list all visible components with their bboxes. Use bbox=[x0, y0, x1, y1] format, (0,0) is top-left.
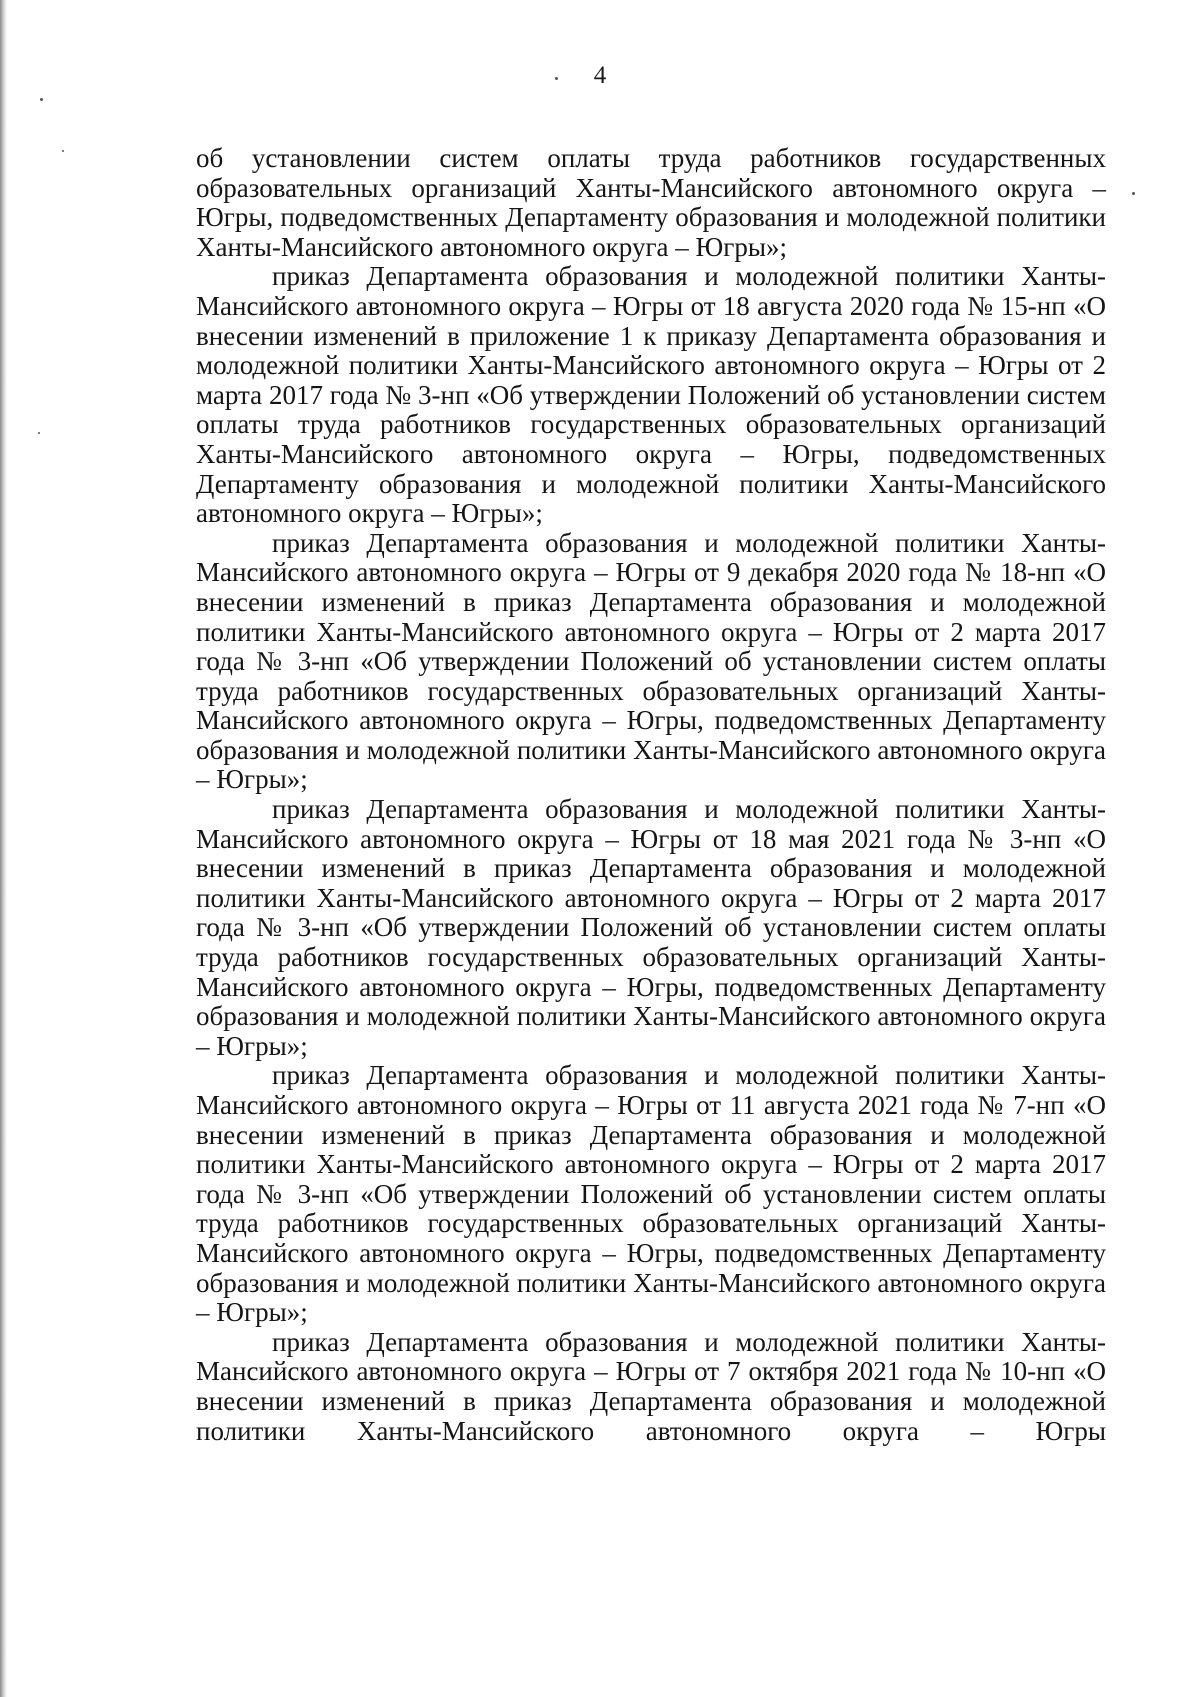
paragraph-order-2021-10-07: приказ Департамента образования и молодежной политики Ханты-Мансийского автономного округа – Югры от 7 октября 2021 года № 10-нп «О внесении изменений в приказ Департамента образования и молодежной политики Ханты-Мансийского автономного округа – Югры bbox=[196, 1326, 1106, 1446]
paragraph-order-2020-12-09: приказ Департамента образования и молодежной политики Ханты-Мансийского автономного округа – Югры от 9 декабря 2020 года № 18-нп «О внесении изменений в приказ Департамента образования и молодежной политики Ханты-Мансийского автономного округа – Югры от 2 марта 2017 года № 3-нп «Об утверждении Положений об установлении систем оплаты труда работников государственных образовательных организаций Ханты-Мансийского автономного округа – Югры, подведомственных Департаменту образования и молодежной политики Ханты-Мансийского автономного округа – Югры»; bbox=[196, 527, 1106, 795]
scan-speck bbox=[1132, 192, 1135, 195]
scan-speck bbox=[40, 98, 43, 101]
scan-edge bbox=[0, 0, 7, 1697]
scan-speck bbox=[62, 150, 64, 152]
scan-speck bbox=[38, 432, 40, 434]
paragraph-order-2021-05-18: приказ Департамента образования и молодежной политики Ханты-Мансийского автономного округа – Югры от 18 мая 2021 года № 3-нп «О внесении изменений в приказ Департамента образования и молодежной политики Ханты-Мансийского автономного округа – Югры от 2 марта 2017 года № 3-нп «Об утверждении Положений об установлении систем оплаты труда работников государственных образовательных организаций Ханты-Мансийского автономного округа – Югры, подведомственных Департаменту образования и молодежной политики Ханты-Мансийского автономного округа – Югры»; bbox=[196, 794, 1106, 1061]
paragraph-continuation: об установлении систем оплаты труда работников государственных образовательных организаций Ханты-Мансийского автономного округа – Югры, подведомственных Департаменту образования и молодежной политики Ханты-Мансийского автономного округа – Югры»; bbox=[196, 143, 1106, 262]
page-number: 4 bbox=[593, 62, 607, 89]
paragraph-order-2020-08-18: приказ Департамента образования и молодежной политики Ханты-Мансийского автономного округа – Югры от 18 августа 2020 года № 15-нп «О внесении изменений в приложение 1 к приказу Департамента образования и молодежной политики Ханты-Мансийского автономного округа – Югры от 2 марта 2017 года № 3-нп «Об утверждении Положений об установлении систем оплаты труда работников государственных образовательных организаций Ханты-Мансийского автономного округа – Югры, подведомственных Департаменту образования и молодежной политики Ханты-Мансийского автономного округа – Югры»; bbox=[196, 261, 1106, 529]
paragraph-order-2021-08-11: приказ Департамента образования и молодежной политики Ханты-Мансийского автономного округа – Югры от 11 августа 2021 года № 7-нп «О внесении изменений в приказ Департамента образования и молодежной политики Ханты-Мансийского автономного округа – Югры от 2 марта 2017 года № 3-нп «Об утверждении Положений об установлении систем оплаты труда работников государственных образовательных организаций Ханты-Мансийского автономного округа – Югры, подведомственных Департаменту образования и молодежной политики Ханты-Мансийского автономного округа – Югры»; bbox=[196, 1060, 1106, 1328]
document-body bbox=[196, 144, 1106, 1446]
